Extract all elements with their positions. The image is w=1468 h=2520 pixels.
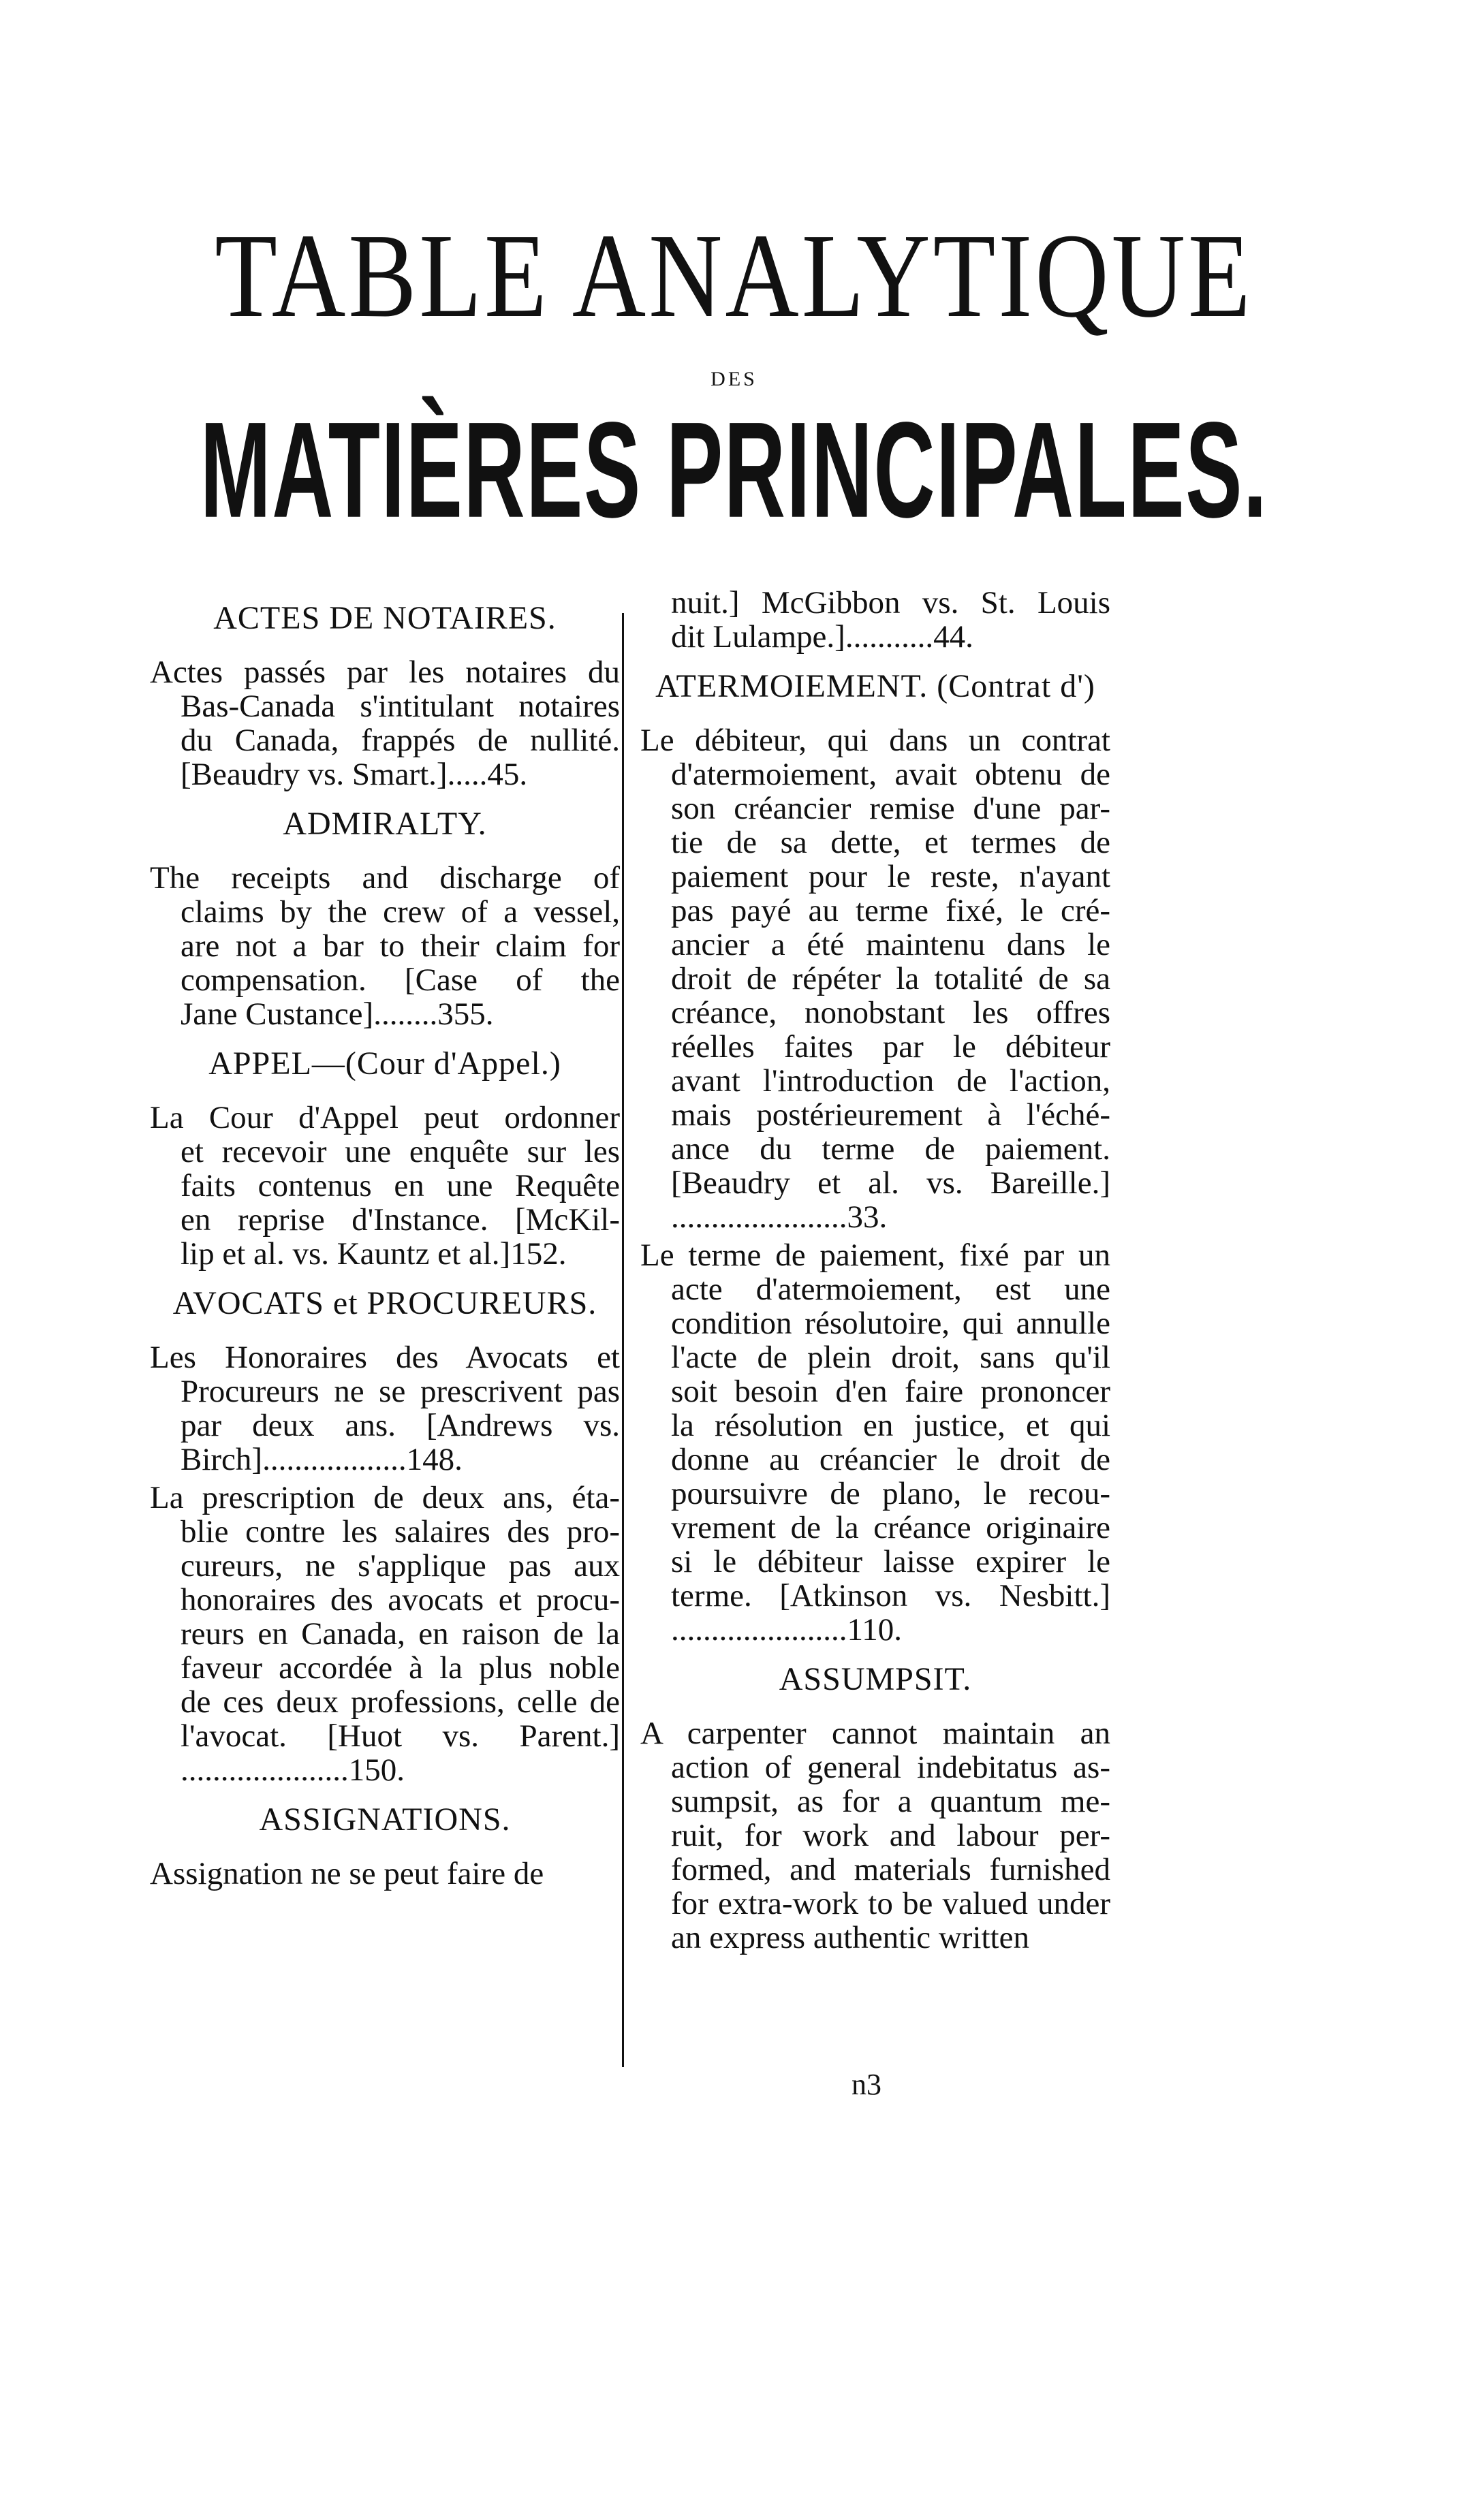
section-heading: ASSIGNATIONS. — [259, 1801, 511, 1838]
entry-line: ruit, for work and labour per- — [671, 1818, 1110, 1853]
index-entry — [150, 1481, 620, 1787]
entry-line: créance, nonobstant les offres — [671, 995, 1110, 1030]
entry-line: are not a bar to their claim for — [181, 928, 620, 964]
entry-line: [Beaudry et al. vs. Bareille.] — [671, 1165, 1110, 1201]
entry-line: ancier a été maintenu dans le — [671, 927, 1110, 962]
entry-line: Assignation ne se peut faire de — [150, 1856, 544, 1891]
entry-line: ance du terme de paiement. — [671, 1131, 1110, 1167]
entry-line: The receipts and discharge of — [150, 860, 620, 896]
section-heading: ACTES DE NOTAIRES. — [213, 600, 557, 636]
entry-line: l'avocat. [Huot vs. Parent.] — [181, 1718, 620, 1754]
entry-line: Birch]..................148. — [181, 1442, 463, 1477]
entry-line: droit de répéter la totalité de sa — [671, 961, 1110, 996]
index-entry — [150, 1101, 620, 1271]
page-title: TABLE ANALYTIQUE — [215, 209, 1253, 343]
index-entry — [640, 1716, 1110, 1955]
entry-line: la résolution en justice, et qui — [671, 1408, 1110, 1443]
entry-line: La Cour d'Appel peut ordonner — [150, 1100, 620, 1135]
entry-line: Actes passés par les notaires du — [150, 655, 620, 690]
entry-line: Jane Custance]........355. — [181, 996, 494, 1032]
entry-line: Le débiteur, qui dans un contrat — [640, 723, 1110, 758]
entry-line: nuit.] McGibbon vs. St. Louis — [671, 585, 1110, 620]
title-connector: DES — [710, 368, 758, 390]
column-divider — [622, 613, 624, 2067]
entry-line: cureurs, ne s'applique pas aux — [181, 1548, 620, 1584]
entry-line: formed, and materials furnished — [671, 1852, 1110, 1887]
entry-line: poursuivre de plano, le recou- — [671, 1476, 1110, 1511]
section-heading: ATERMOIEMENT. (Contrat d') — [655, 668, 1095, 704]
entry-line: Procureurs ne se prescrivent pas — [181, 1374, 620, 1409]
entry-line: du Canada, frappés de nullité. — [181, 723, 620, 758]
entry-line: [Beaudry vs. Smart.].....45. — [181, 757, 528, 792]
entry-line: paiement pour le reste, n'ayant — [671, 859, 1110, 894]
entry-line: .....................150. — [181, 1752, 405, 1788]
entry-line: par deux ans. [Andrews vs. — [181, 1408, 620, 1443]
entry-line: d'atermoiement, avait obtenu de — [671, 757, 1110, 792]
page-number: n3 — [852, 2068, 881, 2101]
entry-line: soit besoin d'en faire prononcer — [671, 1374, 1110, 1409]
entry-line: for extra-work to be valued under — [671, 1886, 1110, 1921]
entry-line: avant l'introduction de l'action, — [671, 1063, 1110, 1099]
entry-line: mais postérieurement à l'éché- — [671, 1097, 1110, 1133]
entry-line: si le débiteur laisse expirer le — [671, 1544, 1110, 1579]
entry-line: A carpenter cannot maintain an — [640, 1716, 1110, 1751]
index-entry — [640, 586, 1110, 654]
page-subtitle: MATIÈRES PRINCIPALES. — [200, 393, 1268, 546]
entry-line: honoraires des avocats et procu- — [181, 1582, 620, 1618]
index-entry — [640, 723, 1110, 1234]
entry-line: et recevoir une enquête sur les — [181, 1134, 620, 1169]
entry-line: vrement de la créance originaire — [671, 1510, 1110, 1545]
index-entry — [150, 1857, 620, 1891]
section-heading: ASSUMPSIT. — [779, 1661, 972, 1697]
index-entry — [150, 655, 620, 791]
entry-line: faveur accordée à la plus noble — [181, 1650, 620, 1686]
entry-line: Les Honoraires des Avocats et — [150, 1340, 620, 1375]
index-entry — [150, 1340, 620, 1477]
entry-line: lip et al. vs. Kauntz et al.]152. — [181, 1236, 567, 1272]
index-entry — [640, 1238, 1110, 1647]
entry-line: en reprise d'Instance. [McKil- — [181, 1202, 620, 1238]
right-column — [640, 586, 1110, 1959]
entry-line: acte d'atermoiement, est une — [671, 1272, 1110, 1307]
entry-line: claims by the crew of a vessel, — [181, 894, 620, 930]
entry-line: réelles faites par le débiteur — [671, 1029, 1110, 1065]
section-heading: APPEL—(Cour d'Appel.) — [208, 1045, 561, 1082]
entry-line: dit Lulampe.]...........44. — [671, 619, 973, 655]
section-heading: ADMIRALTY. — [283, 806, 487, 842]
entry-line: an express authentic written — [671, 1920, 1029, 1955]
entry-line: La prescription de deux ans, éta- — [150, 1480, 620, 1515]
entry-line: compensation. [Case of the — [181, 962, 620, 998]
entry-line: l'acte de plein droit, sans qu'il — [671, 1340, 1110, 1375]
left-column — [150, 586, 620, 1895]
entry-line: ......................33. — [671, 1199, 888, 1235]
entry-line: tie de sa dette, et termes de — [671, 825, 1110, 860]
entry-line: condition résolutoire, qui annulle — [671, 1306, 1110, 1341]
entry-line: de ces deux professions, celle de — [181, 1684, 620, 1720]
entry-line: terme. [Atkinson vs. Nesbitt.] — [671, 1578, 1110, 1613]
entry-line: Le terme de paiement, fixé par un — [640, 1238, 1110, 1273]
entry-line: Bas-Canada s'intitulant notaires — [181, 689, 620, 724]
entry-line: action of general indebitatus as- — [671, 1750, 1110, 1785]
entry-line: reurs en Canada, en raison de la — [181, 1616, 620, 1652]
entry-line: ......................110. — [671, 1612, 903, 1648]
section-heading: AVOCATS et PROCUREURS. — [172, 1285, 597, 1321]
index-entry — [150, 861, 620, 1031]
entry-line: faits contenus en une Requête — [181, 1168, 620, 1203]
entry-line: donne au créancier le droit de — [671, 1442, 1110, 1477]
entry-line: sumpsit, as for a quantum me- — [671, 1784, 1110, 1819]
entry-line: pas payé au terme fixé, le cré- — [671, 893, 1110, 928]
entry-line: son créancier remise d'une par- — [671, 791, 1110, 826]
entry-line: blie contre les salaires des pro- — [181, 1514, 620, 1549]
